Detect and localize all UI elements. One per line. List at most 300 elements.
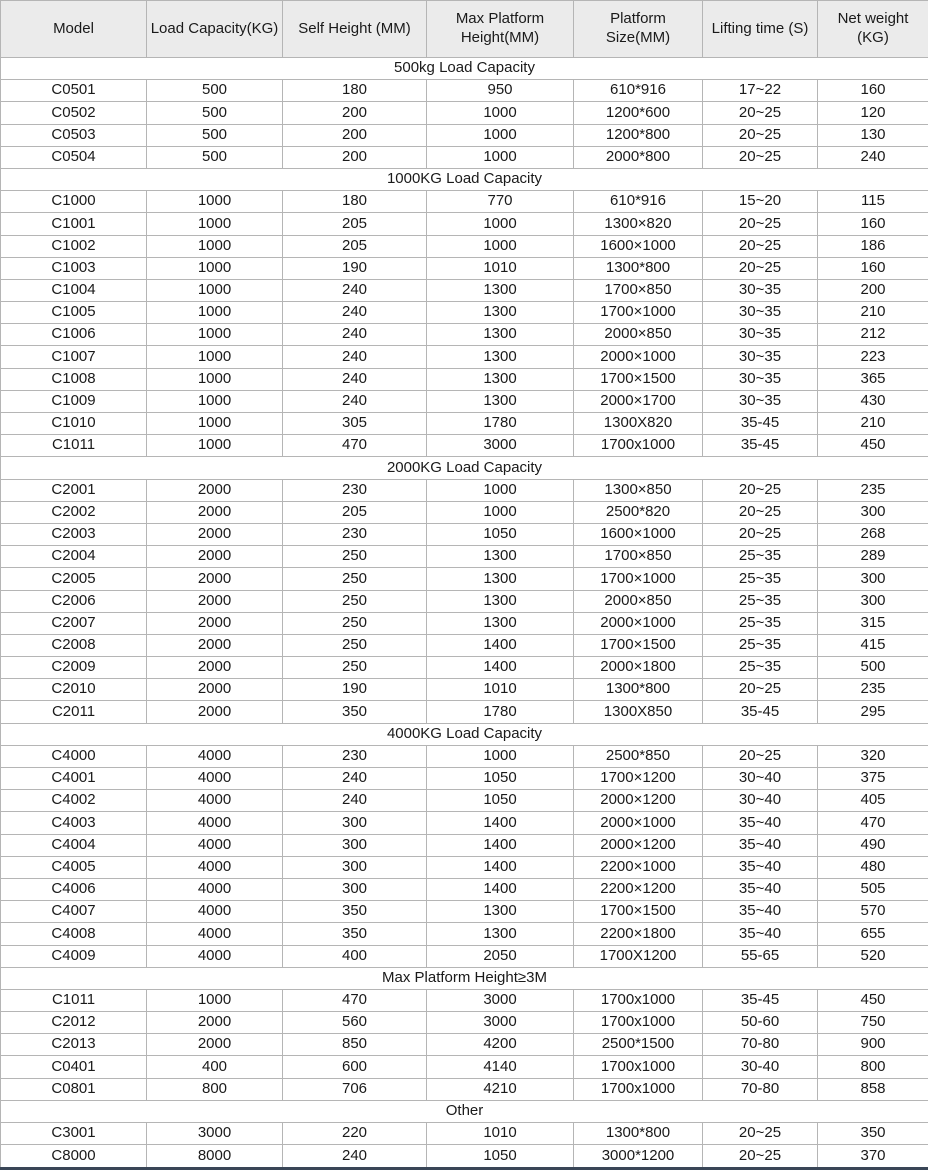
value-cell: 800 — [818, 1056, 928, 1078]
value-cell: 1000 — [427, 479, 574, 501]
section-title: Max Platform Height≥3M — [1, 967, 928, 989]
model-cell: C4009 — [1, 945, 147, 967]
value-cell: 50-60 — [703, 1012, 818, 1034]
value-cell: 1300 — [427, 590, 574, 612]
value-cell: 3000 — [427, 1012, 574, 1034]
value-cell: 1200*600 — [574, 102, 703, 124]
value-cell: 20~25 — [703, 745, 818, 767]
value-cell: 20~25 — [703, 124, 818, 146]
value-cell: 1300 — [427, 279, 574, 301]
value-cell: 1300X850 — [574, 701, 703, 723]
value-cell: 610*916 — [574, 191, 703, 213]
value-cell: 30~35 — [703, 390, 818, 412]
table-row — [1, 324, 928, 346]
value-cell: 2500*1500 — [574, 1034, 703, 1056]
value-cell: 350 — [283, 901, 427, 923]
value-cell: 300 — [283, 878, 427, 900]
value-cell: 706 — [283, 1078, 427, 1100]
model-cell: C2005 — [1, 568, 147, 590]
table-row — [1, 546, 928, 568]
value-cell: 1000 — [427, 213, 574, 235]
value-cell: 1600×1000 — [574, 235, 703, 257]
value-cell: 25~35 — [703, 568, 818, 590]
model-cell: C4005 — [1, 856, 147, 878]
value-cell: 750 — [818, 1012, 928, 1034]
value-cell: 2000×1800 — [574, 657, 703, 679]
value-cell: 3000 — [427, 989, 574, 1011]
value-cell: 500 — [147, 102, 283, 124]
section-title: 1000KG Load Capacity — [1, 168, 928, 190]
value-cell: 2000×850 — [574, 324, 703, 346]
value-cell: 500 — [147, 80, 283, 102]
value-cell: 250 — [283, 546, 427, 568]
column-header-2: Self Height (MM) — [283, 1, 427, 58]
column-header-4: Platform Size(MM) — [574, 1, 703, 58]
value-cell: 186 — [818, 235, 928, 257]
value-cell: 300 — [283, 834, 427, 856]
value-cell: 4140 — [427, 1056, 574, 1078]
model-cell: C4000 — [1, 745, 147, 767]
value-cell: 300 — [283, 812, 427, 834]
model-cell: C1008 — [1, 368, 147, 390]
table-row — [1, 390, 928, 412]
section-title: 4000KG Load Capacity — [1, 723, 928, 745]
value-cell: 2000 — [147, 546, 283, 568]
value-cell: 17~22 — [703, 80, 818, 102]
section-title: Other — [1, 1100, 928, 1122]
value-cell: 240 — [283, 768, 427, 790]
value-cell: 250 — [283, 568, 427, 590]
table-row — [1, 1012, 928, 1034]
table-row — [1, 146, 928, 168]
table-row — [1, 768, 928, 790]
value-cell: 4200 — [427, 1034, 574, 1056]
value-cell: 180 — [283, 191, 427, 213]
value-cell: 35-45 — [703, 413, 818, 435]
table-row — [1, 1145, 928, 1169]
value-cell: 1780 — [427, 413, 574, 435]
value-cell: 240 — [283, 1145, 427, 1169]
value-cell: 2000×1000 — [574, 346, 703, 368]
value-cell: 1400 — [427, 834, 574, 856]
value-cell: 1000 — [147, 257, 283, 279]
value-cell: 20~25 — [703, 501, 818, 523]
value-cell: 300 — [283, 856, 427, 878]
value-cell: 70-80 — [703, 1078, 818, 1100]
value-cell: 405 — [818, 790, 928, 812]
value-cell: 1300×820 — [574, 213, 703, 235]
value-cell: 570 — [818, 901, 928, 923]
table-row — [1, 1056, 928, 1078]
value-cell: 1700x1000 — [574, 435, 703, 457]
model-cell: C1003 — [1, 257, 147, 279]
value-cell: 375 — [818, 768, 928, 790]
value-cell: 858 — [818, 1078, 928, 1100]
value-cell: 365 — [818, 368, 928, 390]
value-cell: 240 — [283, 390, 427, 412]
value-cell: 1700X1200 — [574, 945, 703, 967]
model-cell: C4006 — [1, 878, 147, 900]
value-cell: 1400 — [427, 812, 574, 834]
value-cell: 20~25 — [703, 146, 818, 168]
value-cell: 1300 — [427, 901, 574, 923]
value-cell: 1000 — [427, 501, 574, 523]
model-cell: C1011 — [1, 989, 147, 1011]
value-cell: 1300 — [427, 568, 574, 590]
value-cell: 560 — [283, 1012, 427, 1034]
value-cell: 120 — [818, 102, 928, 124]
value-cell: 2200×1000 — [574, 856, 703, 878]
table-row — [1, 479, 928, 501]
value-cell: 320 — [818, 745, 928, 767]
table-row — [1, 590, 928, 612]
value-cell: 505 — [818, 878, 928, 900]
value-cell: 1400 — [427, 856, 574, 878]
table-row — [1, 1034, 928, 1056]
value-cell: 1400 — [427, 878, 574, 900]
value-cell: 20~25 — [703, 1123, 818, 1145]
value-cell: 223 — [818, 346, 928, 368]
table-row — [1, 501, 928, 523]
value-cell: 160 — [818, 213, 928, 235]
value-cell: 20~25 — [703, 257, 818, 279]
value-cell: 25~35 — [703, 657, 818, 679]
value-cell: 1300 — [427, 346, 574, 368]
value-cell: 8000 — [147, 1145, 283, 1169]
value-cell: 1700×1500 — [574, 368, 703, 390]
table-row — [1, 634, 928, 656]
model-cell: C2003 — [1, 523, 147, 545]
table-row — [1, 745, 928, 767]
value-cell: 1010 — [427, 1123, 574, 1145]
value-cell: 1300*800 — [574, 679, 703, 701]
value-cell: 2000 — [147, 701, 283, 723]
value-cell: 2050 — [427, 945, 574, 967]
value-cell: 1000 — [147, 989, 283, 1011]
value-cell: 800 — [147, 1078, 283, 1100]
value-cell: 305 — [283, 413, 427, 435]
value-cell: 1300×850 — [574, 479, 703, 501]
column-header-0: Model — [1, 1, 147, 58]
model-cell: C1004 — [1, 279, 147, 301]
model-cell: C2012 — [1, 1012, 147, 1034]
model-cell: C2004 — [1, 546, 147, 568]
value-cell: 130 — [818, 124, 928, 146]
table-row — [1, 191, 928, 213]
value-cell: 1300 — [427, 390, 574, 412]
model-cell: C1009 — [1, 390, 147, 412]
value-cell: 2000 — [147, 634, 283, 656]
model-cell: C2001 — [1, 479, 147, 501]
value-cell: 3000*1200 — [574, 1145, 703, 1169]
model-cell: C4004 — [1, 834, 147, 856]
value-cell: 500 — [818, 657, 928, 679]
value-cell: 35-45 — [703, 435, 818, 457]
column-header-6: Net weight (KG) — [818, 1, 928, 58]
value-cell: 450 — [818, 435, 928, 457]
value-cell: 1200*800 — [574, 124, 703, 146]
table-row — [1, 790, 928, 812]
value-cell: 1000 — [147, 191, 283, 213]
value-cell: 1780 — [427, 701, 574, 723]
value-cell: 240 — [283, 279, 427, 301]
table-row — [1, 1078, 928, 1100]
model-cell: C2002 — [1, 501, 147, 523]
value-cell: 30~40 — [703, 768, 818, 790]
value-cell: 1700x1000 — [574, 1012, 703, 1034]
table-row — [1, 701, 928, 723]
value-cell: 2000×1700 — [574, 390, 703, 412]
value-cell: 35~40 — [703, 923, 818, 945]
value-cell: 2500*820 — [574, 501, 703, 523]
section-header-row — [1, 457, 928, 479]
model-cell: C1001 — [1, 213, 147, 235]
model-cell: C0504 — [1, 146, 147, 168]
value-cell: 1300X820 — [574, 413, 703, 435]
value-cell: 4000 — [147, 878, 283, 900]
table-body — [1, 58, 928, 1169]
value-cell: 2000 — [147, 657, 283, 679]
value-cell: 2000 — [147, 568, 283, 590]
value-cell: 1000 — [147, 213, 283, 235]
value-cell: 2200×1800 — [574, 923, 703, 945]
model-cell: C2006 — [1, 590, 147, 612]
value-cell: 2000×1200 — [574, 790, 703, 812]
model-cell: C2013 — [1, 1034, 147, 1056]
value-cell: 430 — [818, 390, 928, 412]
table-row — [1, 1123, 928, 1145]
table-row — [1, 80, 928, 102]
value-cell: 480 — [818, 856, 928, 878]
value-cell: 1010 — [427, 679, 574, 701]
value-cell: 4000 — [147, 945, 283, 967]
model-cell: C4007 — [1, 901, 147, 923]
model-cell: C1002 — [1, 235, 147, 257]
value-cell: 30~35 — [703, 368, 818, 390]
value-cell: 30~40 — [703, 790, 818, 812]
value-cell: 25~35 — [703, 546, 818, 568]
value-cell: 370 — [818, 1145, 928, 1169]
value-cell: 655 — [818, 923, 928, 945]
section-header-row — [1, 723, 928, 745]
model-cell: C1011 — [1, 435, 147, 457]
model-cell: C1007 — [1, 346, 147, 368]
table-row — [1, 834, 928, 856]
value-cell: 2000 — [147, 1034, 283, 1056]
value-cell: 400 — [147, 1056, 283, 1078]
value-cell: 240 — [283, 302, 427, 324]
value-cell: 350 — [818, 1123, 928, 1145]
value-cell: 268 — [818, 523, 928, 545]
value-cell: 600 — [283, 1056, 427, 1078]
value-cell: 770 — [427, 191, 574, 213]
value-cell: 160 — [818, 257, 928, 279]
table-row — [1, 368, 928, 390]
value-cell: 900 — [818, 1034, 928, 1056]
value-cell: 20~25 — [703, 235, 818, 257]
value-cell: 1700×1000 — [574, 302, 703, 324]
section-header-row — [1, 58, 928, 80]
model-cell: C4001 — [1, 768, 147, 790]
model-cell: C2011 — [1, 701, 147, 723]
model-cell: C1006 — [1, 324, 147, 346]
value-cell: 2000×850 — [574, 590, 703, 612]
section-header-row — [1, 967, 928, 989]
value-cell: 1700x1000 — [574, 989, 703, 1011]
table-row — [1, 945, 928, 967]
value-cell: 2000 — [147, 1012, 283, 1034]
value-cell: 1000 — [147, 435, 283, 457]
value-cell: 240 — [283, 324, 427, 346]
table-row — [1, 878, 928, 900]
value-cell: 1300*800 — [574, 1123, 703, 1145]
value-cell: 20~25 — [703, 679, 818, 701]
table-row — [1, 435, 928, 457]
model-cell: C3001 — [1, 1123, 147, 1145]
value-cell: 20~25 — [703, 1145, 818, 1169]
value-cell: 20~25 — [703, 479, 818, 501]
value-cell: 200 — [283, 146, 427, 168]
value-cell: 25~35 — [703, 612, 818, 634]
value-cell: 55-65 — [703, 945, 818, 967]
value-cell: 190 — [283, 679, 427, 701]
value-cell: 4000 — [147, 901, 283, 923]
value-cell: 200 — [283, 124, 427, 146]
value-cell: 1050 — [427, 768, 574, 790]
value-cell: 1000 — [427, 146, 574, 168]
value-cell: 2000 — [147, 501, 283, 523]
table-row — [1, 657, 928, 679]
value-cell: 300 — [818, 590, 928, 612]
value-cell: 240 — [818, 146, 928, 168]
value-cell: 30~35 — [703, 279, 818, 301]
value-cell: 2500*850 — [574, 745, 703, 767]
value-cell: 205 — [283, 501, 427, 523]
value-cell: 400 — [283, 945, 427, 967]
value-cell: 190 — [283, 257, 427, 279]
value-cell: 180 — [283, 80, 427, 102]
value-cell: 295 — [818, 701, 928, 723]
value-cell: 470 — [818, 812, 928, 834]
value-cell: 35~40 — [703, 901, 818, 923]
value-cell: 35~40 — [703, 878, 818, 900]
value-cell: 20~25 — [703, 102, 818, 124]
value-cell: 1000 — [147, 413, 283, 435]
value-cell: 610*916 — [574, 80, 703, 102]
value-cell: 2000 — [147, 479, 283, 501]
value-cell: 25~35 — [703, 590, 818, 612]
table-row — [1, 102, 928, 124]
value-cell: 2000*800 — [574, 146, 703, 168]
model-cell: C1005 — [1, 302, 147, 324]
table-row — [1, 901, 928, 923]
value-cell: 1000 — [147, 279, 283, 301]
model-cell: C0501 — [1, 80, 147, 102]
value-cell: 212 — [818, 324, 928, 346]
model-cell: C0801 — [1, 1078, 147, 1100]
table-row — [1, 346, 928, 368]
column-header-3: Max Platform Height(MM) — [427, 1, 574, 58]
value-cell: 470 — [283, 989, 427, 1011]
value-cell: 235 — [818, 479, 928, 501]
table-row — [1, 279, 928, 301]
value-cell: 230 — [283, 745, 427, 767]
value-cell: 35-45 — [703, 989, 818, 1011]
model-cell: C2008 — [1, 634, 147, 656]
value-cell: 1050 — [427, 523, 574, 545]
value-cell: 4000 — [147, 812, 283, 834]
column-header-5: Lifting time (S) — [703, 1, 818, 58]
value-cell: 240 — [283, 368, 427, 390]
value-cell: 30~35 — [703, 302, 818, 324]
value-cell: 160 — [818, 80, 928, 102]
value-cell: 205 — [283, 213, 427, 235]
value-cell: 850 — [283, 1034, 427, 1056]
model-cell: C2010 — [1, 679, 147, 701]
value-cell: 315 — [818, 612, 928, 634]
table-row — [1, 302, 928, 324]
model-cell: C4008 — [1, 923, 147, 945]
value-cell: 250 — [283, 657, 427, 679]
value-cell: 520 — [818, 945, 928, 967]
model-cell: C1010 — [1, 413, 147, 435]
value-cell: 1300 — [427, 546, 574, 568]
value-cell: 4210 — [427, 1078, 574, 1100]
value-cell: 35-45 — [703, 701, 818, 723]
table-row — [1, 124, 928, 146]
value-cell: 2000 — [147, 612, 283, 634]
table-row — [1, 923, 928, 945]
value-cell: 1000 — [147, 324, 283, 346]
value-cell: 1700×1500 — [574, 634, 703, 656]
value-cell: 1300*800 — [574, 257, 703, 279]
model-cell: C0401 — [1, 1056, 147, 1078]
value-cell: 2000×1200 — [574, 834, 703, 856]
value-cell: 415 — [818, 634, 928, 656]
value-cell: 1700×850 — [574, 279, 703, 301]
value-cell: 4000 — [147, 834, 283, 856]
value-cell: 200 — [283, 102, 427, 124]
value-cell: 1050 — [427, 790, 574, 812]
value-cell: 950 — [427, 80, 574, 102]
value-cell: 1700×1500 — [574, 901, 703, 923]
value-cell: 3000 — [427, 435, 574, 457]
value-cell: 250 — [283, 590, 427, 612]
model-cell: C2009 — [1, 657, 147, 679]
value-cell: 250 — [283, 634, 427, 656]
value-cell: 1000 — [427, 102, 574, 124]
table-row — [1, 812, 928, 834]
value-cell: 35~40 — [703, 812, 818, 834]
table-row — [1, 856, 928, 878]
model-cell: C4003 — [1, 812, 147, 834]
column-header-1: Load Capacity(KG) — [147, 1, 283, 58]
value-cell: 250 — [283, 612, 427, 634]
value-cell: 1600×1000 — [574, 523, 703, 545]
value-cell: 1300 — [427, 612, 574, 634]
section-title: 2000KG Load Capacity — [1, 457, 928, 479]
model-cell: C0503 — [1, 124, 147, 146]
value-cell: 500 — [147, 146, 283, 168]
value-cell: 1000 — [427, 124, 574, 146]
table-row — [1, 213, 928, 235]
value-cell: 1400 — [427, 657, 574, 679]
value-cell: 2000 — [147, 679, 283, 701]
value-cell: 1400 — [427, 634, 574, 656]
value-cell: 4000 — [147, 790, 283, 812]
value-cell: 240 — [283, 346, 427, 368]
model-cell: C0502 — [1, 102, 147, 124]
